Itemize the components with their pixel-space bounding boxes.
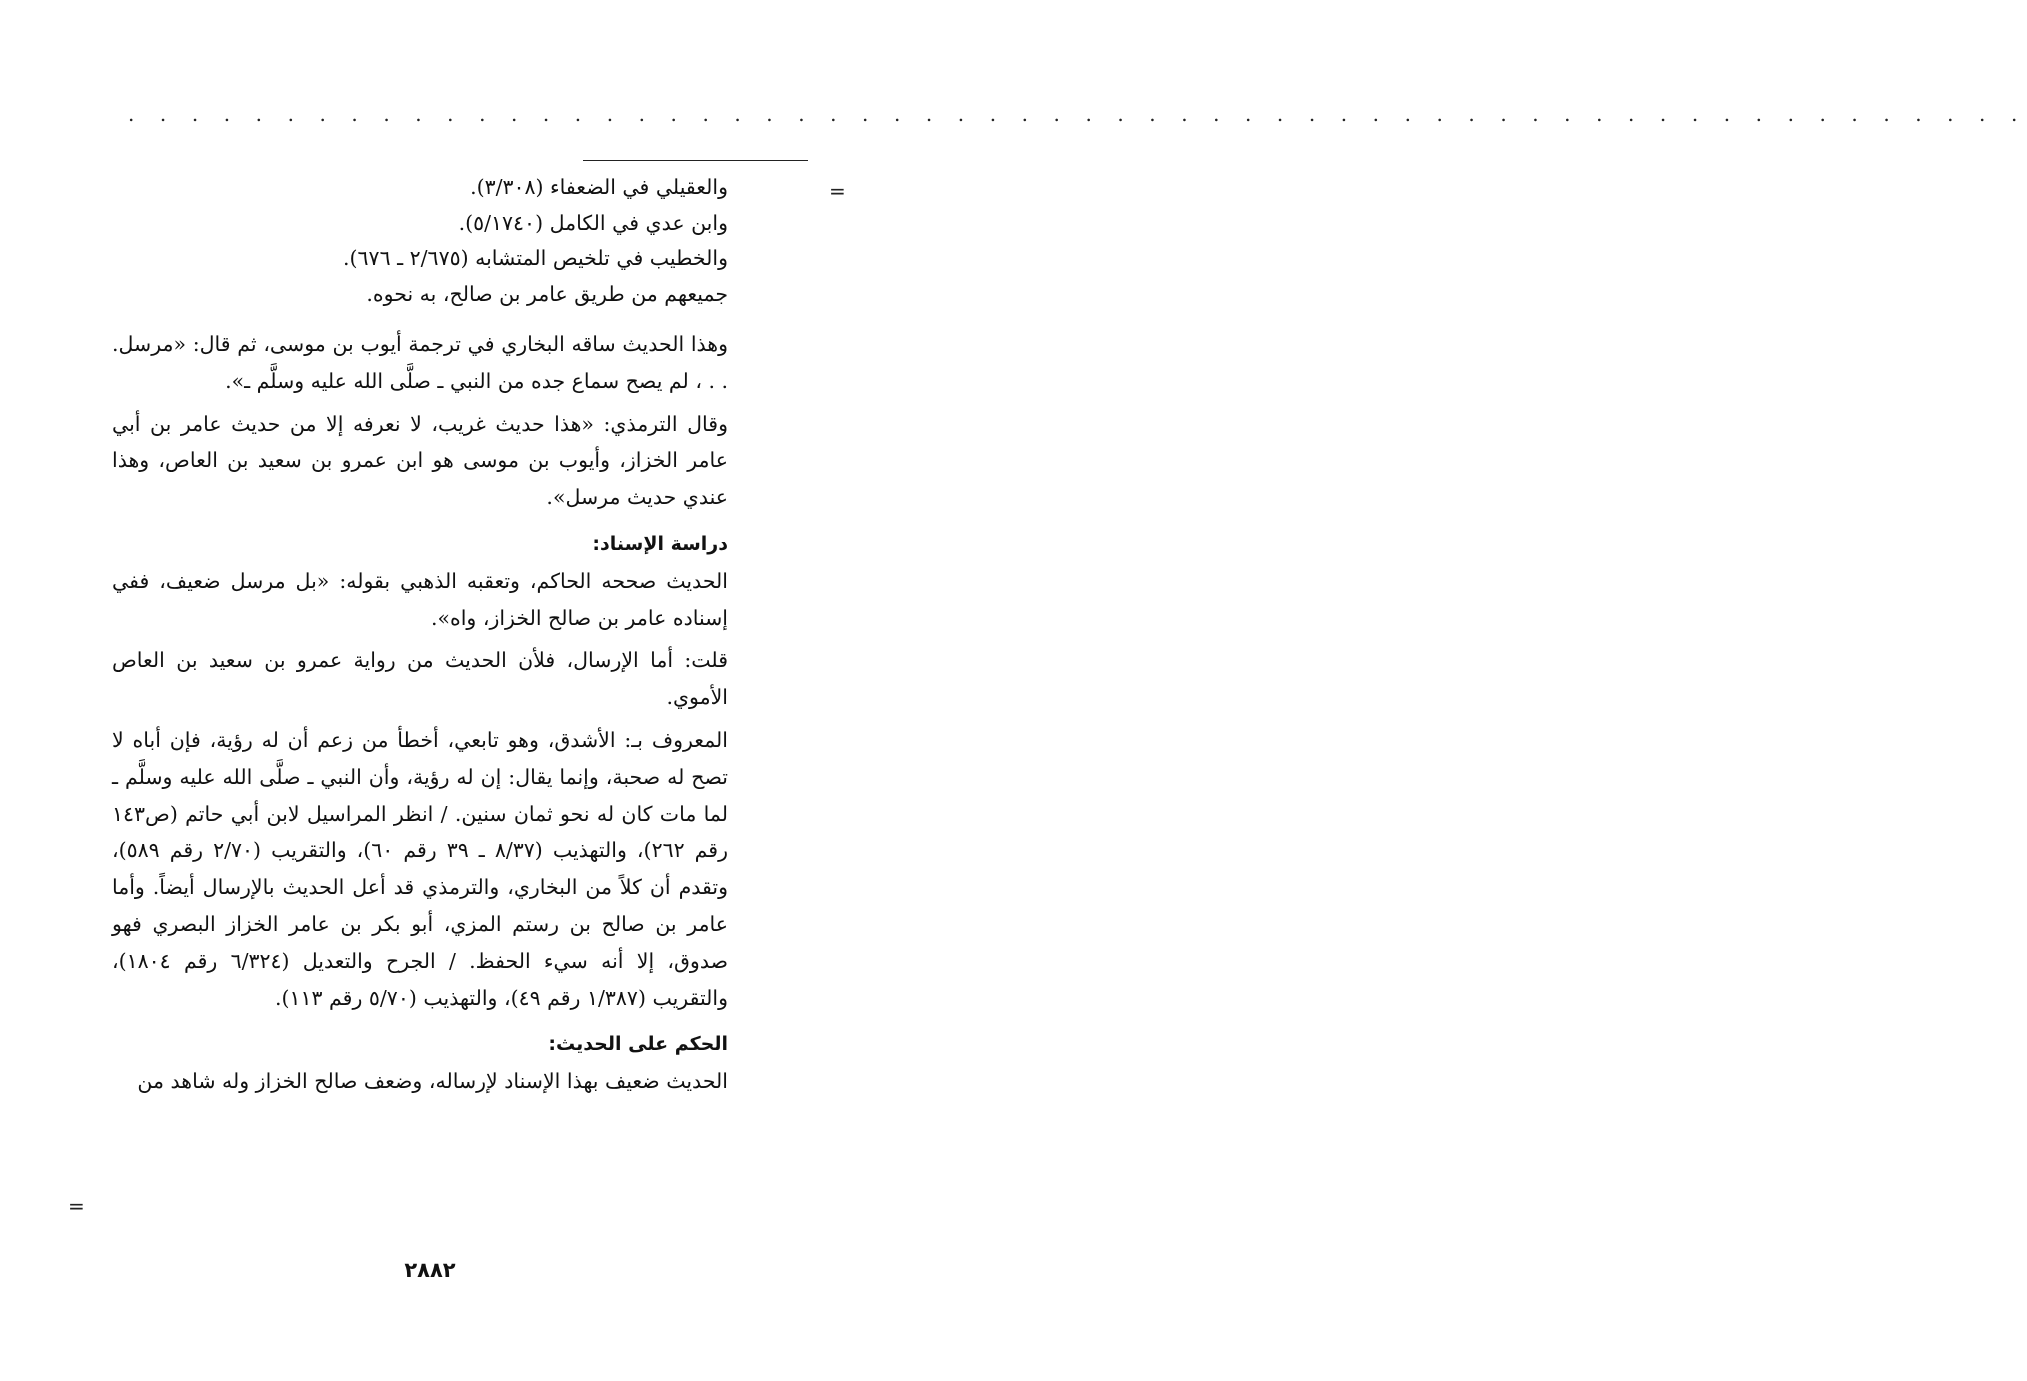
ashdaq-paragraph: المعروف بـ: الأشدق، وهو تابعي، أخطأ من زعم أن له رؤية، فإن أباه لا تصح له صحبة، وإنما يقال: إن له رؤية، وأن النبي ـ صلَّى الله عليه وسلَّم ـ لما مات كان له نحو ثمان سنين. / انظر المراسيل لابن أبي حاتم (ص١٤٣ رقم ٢٦٢)، والتهذيب (٨/٣٧ ـ ٣٩ رقم ٦٠)، والتقريب (٢/٧٠ رقم ٥٨٩)، وتقدم أن كلاً من البخاري، والترمذي قد أعل الحديث بالإرسال أيضاً. وأما عامر بن صالح بن رستم المزي، أبو بكر بن عامر الخزاز البصري فهو صدوق، إلا أنه سيء الحفظ. / الجرح والتعديل (٦/٣٢٤ رقم ١٨٠٤)، والتقريب (١/٣٨٧ رقم ٤٩)، والتهذيب (٥/٧٠ رقم ١١٣).: [112, 727, 728, 1010]
continuation-mark-top: =: [829, 179, 846, 203]
continuation-mark-bottom: =: [68, 1194, 85, 1218]
source-line: جميعهم من طريق عامر بن صالح، به نحوه.: [366, 281, 728, 306]
irsal-paragraph: قلت: أما الإرسال، فلأن الحديث من رواية عمرو بن سعيد بن العاص الأموي.: [112, 648, 728, 710]
isnad-heading: دراسة الإسناد:: [592, 532, 728, 555]
source-line: وابن عدي في الكامل (٥/١٧٤٠).: [458, 210, 728, 235]
source-line: والعقيلي في الضعفاء (٣/٣٠٨).: [470, 175, 728, 199]
bukhari-paragraph: وهذا الحديث ساقه البخاري في ترجمة أيوب بن موسى، ثم قال: «مرسل. . . ، لم يصح سماع جده من النبي ـ صلَّى الله عليه وسلَّم ـ».: [112, 332, 728, 393]
hakim-paragraph: الحديث صححه الحاكم، وتعقبه الذهبي بقوله: «بل مرسل ضعيف، ففي إسناده عامر بن صالح الخزاز، واه».: [112, 568, 728, 630]
footnote-rule: [583, 160, 808, 161]
page-body: [112, 170, 728, 1100]
source-line: والخطيب في تلخيص المتشابه (٢/٦٧٥ ـ ٦٧٦).: [343, 246, 728, 270]
tirmidhi-paragraph: وقال الترمذي: «هذا حديث غريب، لا نعرفه إلا من حديث عامر بن أبي عامر الخزاز، وأيوب بن موسى هو ابن عمرو بن سعيد بن العاص، وهذا عندي حديث مرسل».: [112, 411, 728, 510]
page-number: ٢٨٨٢: [404, 1258, 456, 1282]
dotted-separator: . . . . . . . . . . . . . . . . . . . . . . . . . . . . . . . . . . . . . . . . . . . . . . . . . . . . . . . . . . . .: [128, 102, 2027, 126]
ruling-heading: الحكم على الحديث:: [548, 1033, 728, 1056]
ruling-paragraph: الحديث ضعيف بهذا الإسناد لإرساله، وضعف صالح الخزاز وله شاهد من: [137, 1069, 728, 1094]
source-list: [112, 170, 728, 312]
